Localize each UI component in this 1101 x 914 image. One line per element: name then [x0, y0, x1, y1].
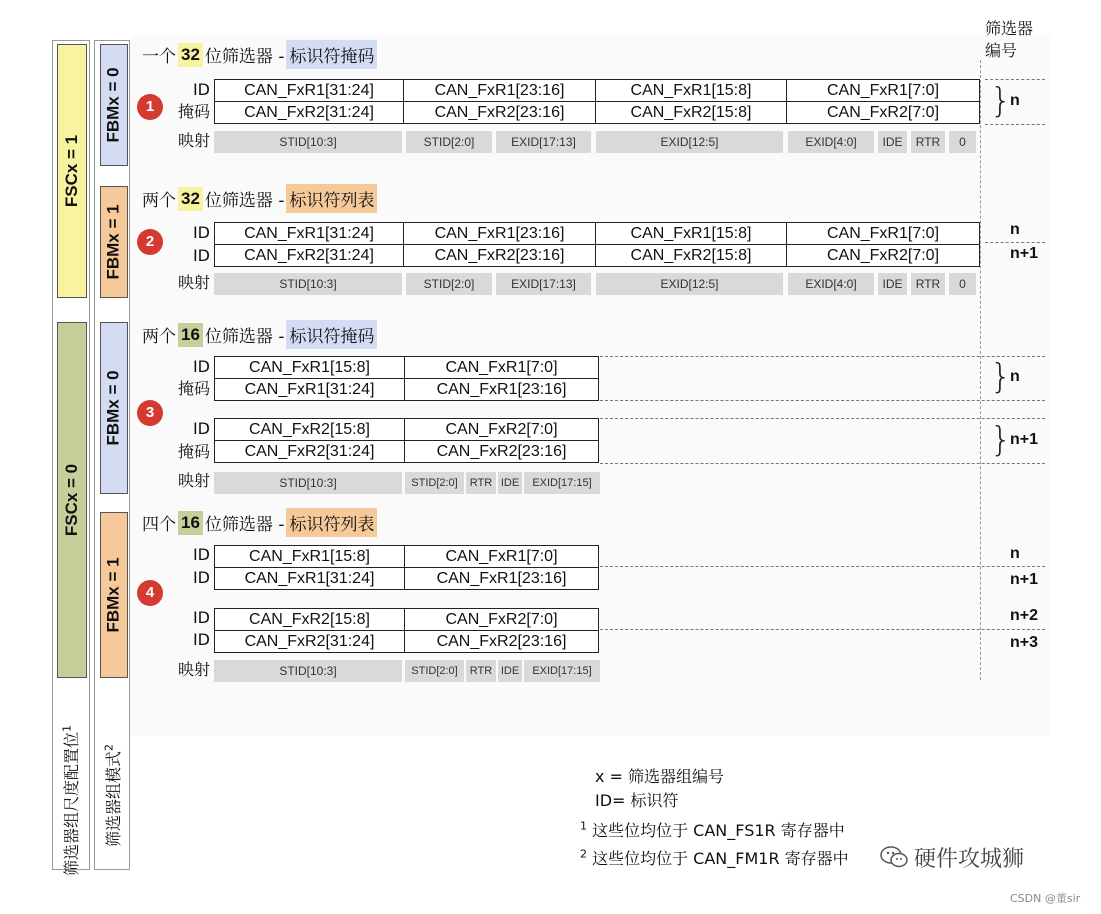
mode-badge: 标识符掩码	[286, 320, 377, 349]
mapping-cell: RTR	[466, 472, 496, 494]
row-label: ID	[192, 419, 210, 438]
register-cell: CAN_FxR1[31:24]	[214, 222, 404, 245]
mode-badge: 标识符列表	[286, 184, 377, 213]
bit-width-badge: 32	[178, 43, 203, 67]
mode-footer	[88, 720, 136, 870]
section-3-number-badge: 3	[137, 400, 163, 426]
index-dash	[985, 242, 1045, 243]
mapping-label: 映射	[177, 660, 210, 679]
register-cell: CAN_FxR2[15:8]	[595, 244, 787, 267]
mapping-cell: EXID[17:13]	[496, 131, 591, 153]
register-cell: CAN_FxR2[15:8]	[214, 418, 405, 441]
footnote-2: $^2$ 这些位均位于 CAN_FM1R 寄存器中	[580, 847, 849, 868]
register-cell: CAN_FxR1[7:0]	[786, 222, 980, 245]
filter-index: n+2	[1010, 607, 1039, 624]
register-cell: CAN_FxR2[31:24]	[214, 101, 404, 124]
mapping-cell: STID[2:0]	[406, 273, 492, 295]
brace-icon: }	[990, 420, 1012, 460]
mapping-cell: 0	[949, 131, 976, 153]
mapping-cell: EXID[17:15]	[524, 472, 600, 494]
register-cell: CAN_FxR1[7:0]	[404, 356, 599, 379]
mapping-label: 映射	[177, 131, 210, 150]
mode-badge: 标识符掩码	[286, 40, 377, 69]
register-cell: CAN_FxR2[7:0]	[786, 101, 980, 124]
fbmx-label-3: FBMx = 0	[104, 370, 124, 446]
section-1-heading: 一个 32 位筛选器 - 标识符掩码	[142, 40, 379, 69]
register-cell: CAN_FxR1[23:16]	[403, 222, 596, 245]
section-3-heading: 两个 16 位筛选器 - 标识符掩码	[142, 320, 379, 349]
row-label: 掩码	[177, 379, 210, 398]
mode-footer-text: 筛选器组模式	[103, 750, 123, 847]
column-header: 筛选器编号	[985, 19, 1034, 60]
mapping-cell: IDE	[498, 472, 522, 494]
fbmx-label-2: FBMx = 1	[104, 204, 124, 280]
filter-index: n+3	[1010, 634, 1039, 651]
register-cell: CAN_FxR1[23:16]	[404, 567, 599, 590]
index-dash	[985, 79, 1045, 80]
mapping-cell: EXID[12:5]	[596, 131, 783, 153]
index-dash	[985, 124, 1045, 125]
fbmx-box-4	[100, 512, 128, 678]
filter-index: n+1	[1010, 245, 1039, 262]
register-cell: CAN_FxR1[7:0]	[786, 79, 980, 102]
row-label: 掩码	[177, 102, 210, 121]
section-4-heading: 四个 16 位筛选器 - 标识符列表	[142, 508, 379, 537]
register-cell: CAN_FxR2[23:16]	[403, 244, 596, 267]
register-cell: CAN_FxR1[15:8]	[214, 356, 405, 379]
index-dash	[600, 629, 1045, 630]
section-1-number-badge: 1	[137, 94, 163, 120]
fscx-1-label: FSCx = 1	[62, 134, 82, 208]
register-cell: CAN_FxR2[7:0]	[404, 608, 599, 631]
mapping-cell: EXID[17:13]	[496, 273, 591, 295]
bit-width-badge: 32	[178, 187, 203, 211]
row-label: ID	[192, 568, 210, 587]
mapping-cell: STID[2:0]	[406, 131, 492, 153]
mapping-cell: RTR	[466, 660, 496, 682]
index-dash	[600, 566, 1045, 567]
register-cell: CAN_FxR1[7:0]	[404, 545, 599, 568]
mapping-cell: EXID[17:15]	[524, 660, 600, 682]
register-cell: CAN_FxR1[23:16]	[404, 378, 599, 401]
brace-icon: }	[990, 357, 1012, 397]
fscx-1-box	[57, 44, 87, 298]
footnote-ref-1: 1	[60, 724, 74, 732]
fscx-0-label: FSCx = 0	[62, 463, 82, 537]
mapping-cell: STID[10:3]	[214, 660, 402, 682]
mapping-cell: STID[10:3]	[214, 472, 402, 494]
filter-index: n+1	[1010, 571, 1039, 588]
mapping-cell: IDE	[878, 273, 907, 295]
mapping-cell: STID[2:0]	[405, 472, 464, 494]
wechat-icon	[880, 845, 908, 869]
fbmx-label-4: FBMx = 1	[104, 557, 124, 633]
row-label: ID	[192, 246, 210, 265]
row-label: ID	[192, 608, 210, 627]
mapping-cell: STID[2:0]	[405, 660, 464, 682]
register-cell: CAN_FxR2[15:8]	[595, 101, 787, 124]
register-cell: CAN_FxR2[31:24]	[214, 440, 405, 463]
register-cell: CAN_FxR2[23:16]	[404, 440, 599, 463]
bit-width-badge: 16	[178, 511, 203, 535]
section-4-number-badge: 4	[137, 580, 163, 606]
register-cell: CAN_FxR1[15:8]	[595, 79, 787, 102]
register-cell: CAN_FxR1[31:24]	[214, 79, 404, 102]
mapping-cell: EXID[12:5]	[596, 273, 783, 295]
mapping-label: 映射	[177, 273, 210, 292]
register-cell: CAN_FxR2[7:0]	[404, 418, 599, 441]
filter-index: n	[1010, 92, 1020, 109]
section-2-heading: 两个 32 位筛选器 - 标识符列表	[142, 184, 379, 213]
watermark-text: 硬件攻城狮	[914, 846, 1025, 872]
filter-index: n	[1010, 368, 1020, 385]
register-cell: CAN_FxR2[15:8]	[214, 608, 405, 631]
mapping-cell: 0	[949, 273, 976, 295]
watermark	[880, 840, 1060, 874]
fbmx-box-1	[100, 44, 128, 166]
index-dash	[600, 356, 1045, 357]
scale-config-footer-text: 筛选器组尺度配置位	[61, 731, 81, 876]
mapping-cell: RTR	[911, 131, 945, 153]
mapping-cell: IDE	[498, 660, 522, 682]
register-cell: CAN_FxR1[15:8]	[214, 545, 405, 568]
brace-icon: }	[990, 81, 1012, 121]
mapping-cell: EXID[4:0]	[788, 131, 874, 153]
row-label: ID	[192, 545, 210, 564]
mapping-cell: STID[10:3]	[214, 273, 402, 295]
fbmx-box-2	[100, 186, 128, 298]
legend-id-definition: ID= 标识符	[595, 791, 679, 810]
register-cell: CAN_FxR2[31:24]	[214, 244, 404, 267]
filter-index: n	[1010, 221, 1020, 238]
row-label: ID	[192, 357, 210, 376]
mapping-cell: STID[10:3]	[214, 131, 402, 153]
fbmx-box-3	[100, 322, 128, 494]
index-column-divider	[980, 60, 981, 680]
csdn-credit: CSDN @董sir	[1010, 892, 1081, 905]
row-label: ID	[192, 630, 210, 649]
legend-x-definition: x = 筛选器组编号	[595, 767, 725, 786]
section-2-number-badge: 2	[137, 229, 163, 255]
bit-width-badge: 16	[178, 323, 203, 347]
mapping-cell: RTR	[911, 273, 945, 295]
register-cell: CAN_FxR1[15:8]	[595, 222, 787, 245]
register-cell: CAN_FxR2[23:16]	[404, 630, 599, 653]
index-dash	[600, 400, 1045, 401]
row-label: 掩码	[177, 442, 210, 461]
row-label: ID	[192, 80, 210, 99]
register-cell: CAN_FxR2[23:16]	[403, 101, 596, 124]
mapping-label: 映射	[177, 471, 210, 490]
register-cell: CAN_FxR2[7:0]	[786, 244, 980, 267]
mode-badge: 标识符列表	[286, 508, 377, 537]
footnote-1: $^1$ 这些位均位于 CAN_FS1R 寄存器中	[580, 819, 845, 840]
row-label: ID	[192, 223, 210, 242]
register-cell: CAN_FxR1[31:24]	[214, 378, 405, 401]
index-dash	[600, 463, 1045, 464]
fscx-0-box	[57, 322, 87, 678]
index-dash	[600, 418, 1045, 419]
register-cell: CAN_FxR2[31:24]	[214, 630, 405, 653]
mapping-cell: EXID[4:0]	[788, 273, 874, 295]
footnote-ref-2: 2	[102, 743, 116, 751]
filter-index: n+1	[1010, 431, 1039, 448]
register-cell: CAN_FxR1[31:24]	[214, 567, 405, 590]
register-cell: CAN_FxR1[23:16]	[403, 79, 596, 102]
fbmx-label-1: FBMx = 0	[104, 67, 124, 143]
mapping-cell: IDE	[878, 131, 907, 153]
filter-index: n	[1010, 545, 1020, 562]
